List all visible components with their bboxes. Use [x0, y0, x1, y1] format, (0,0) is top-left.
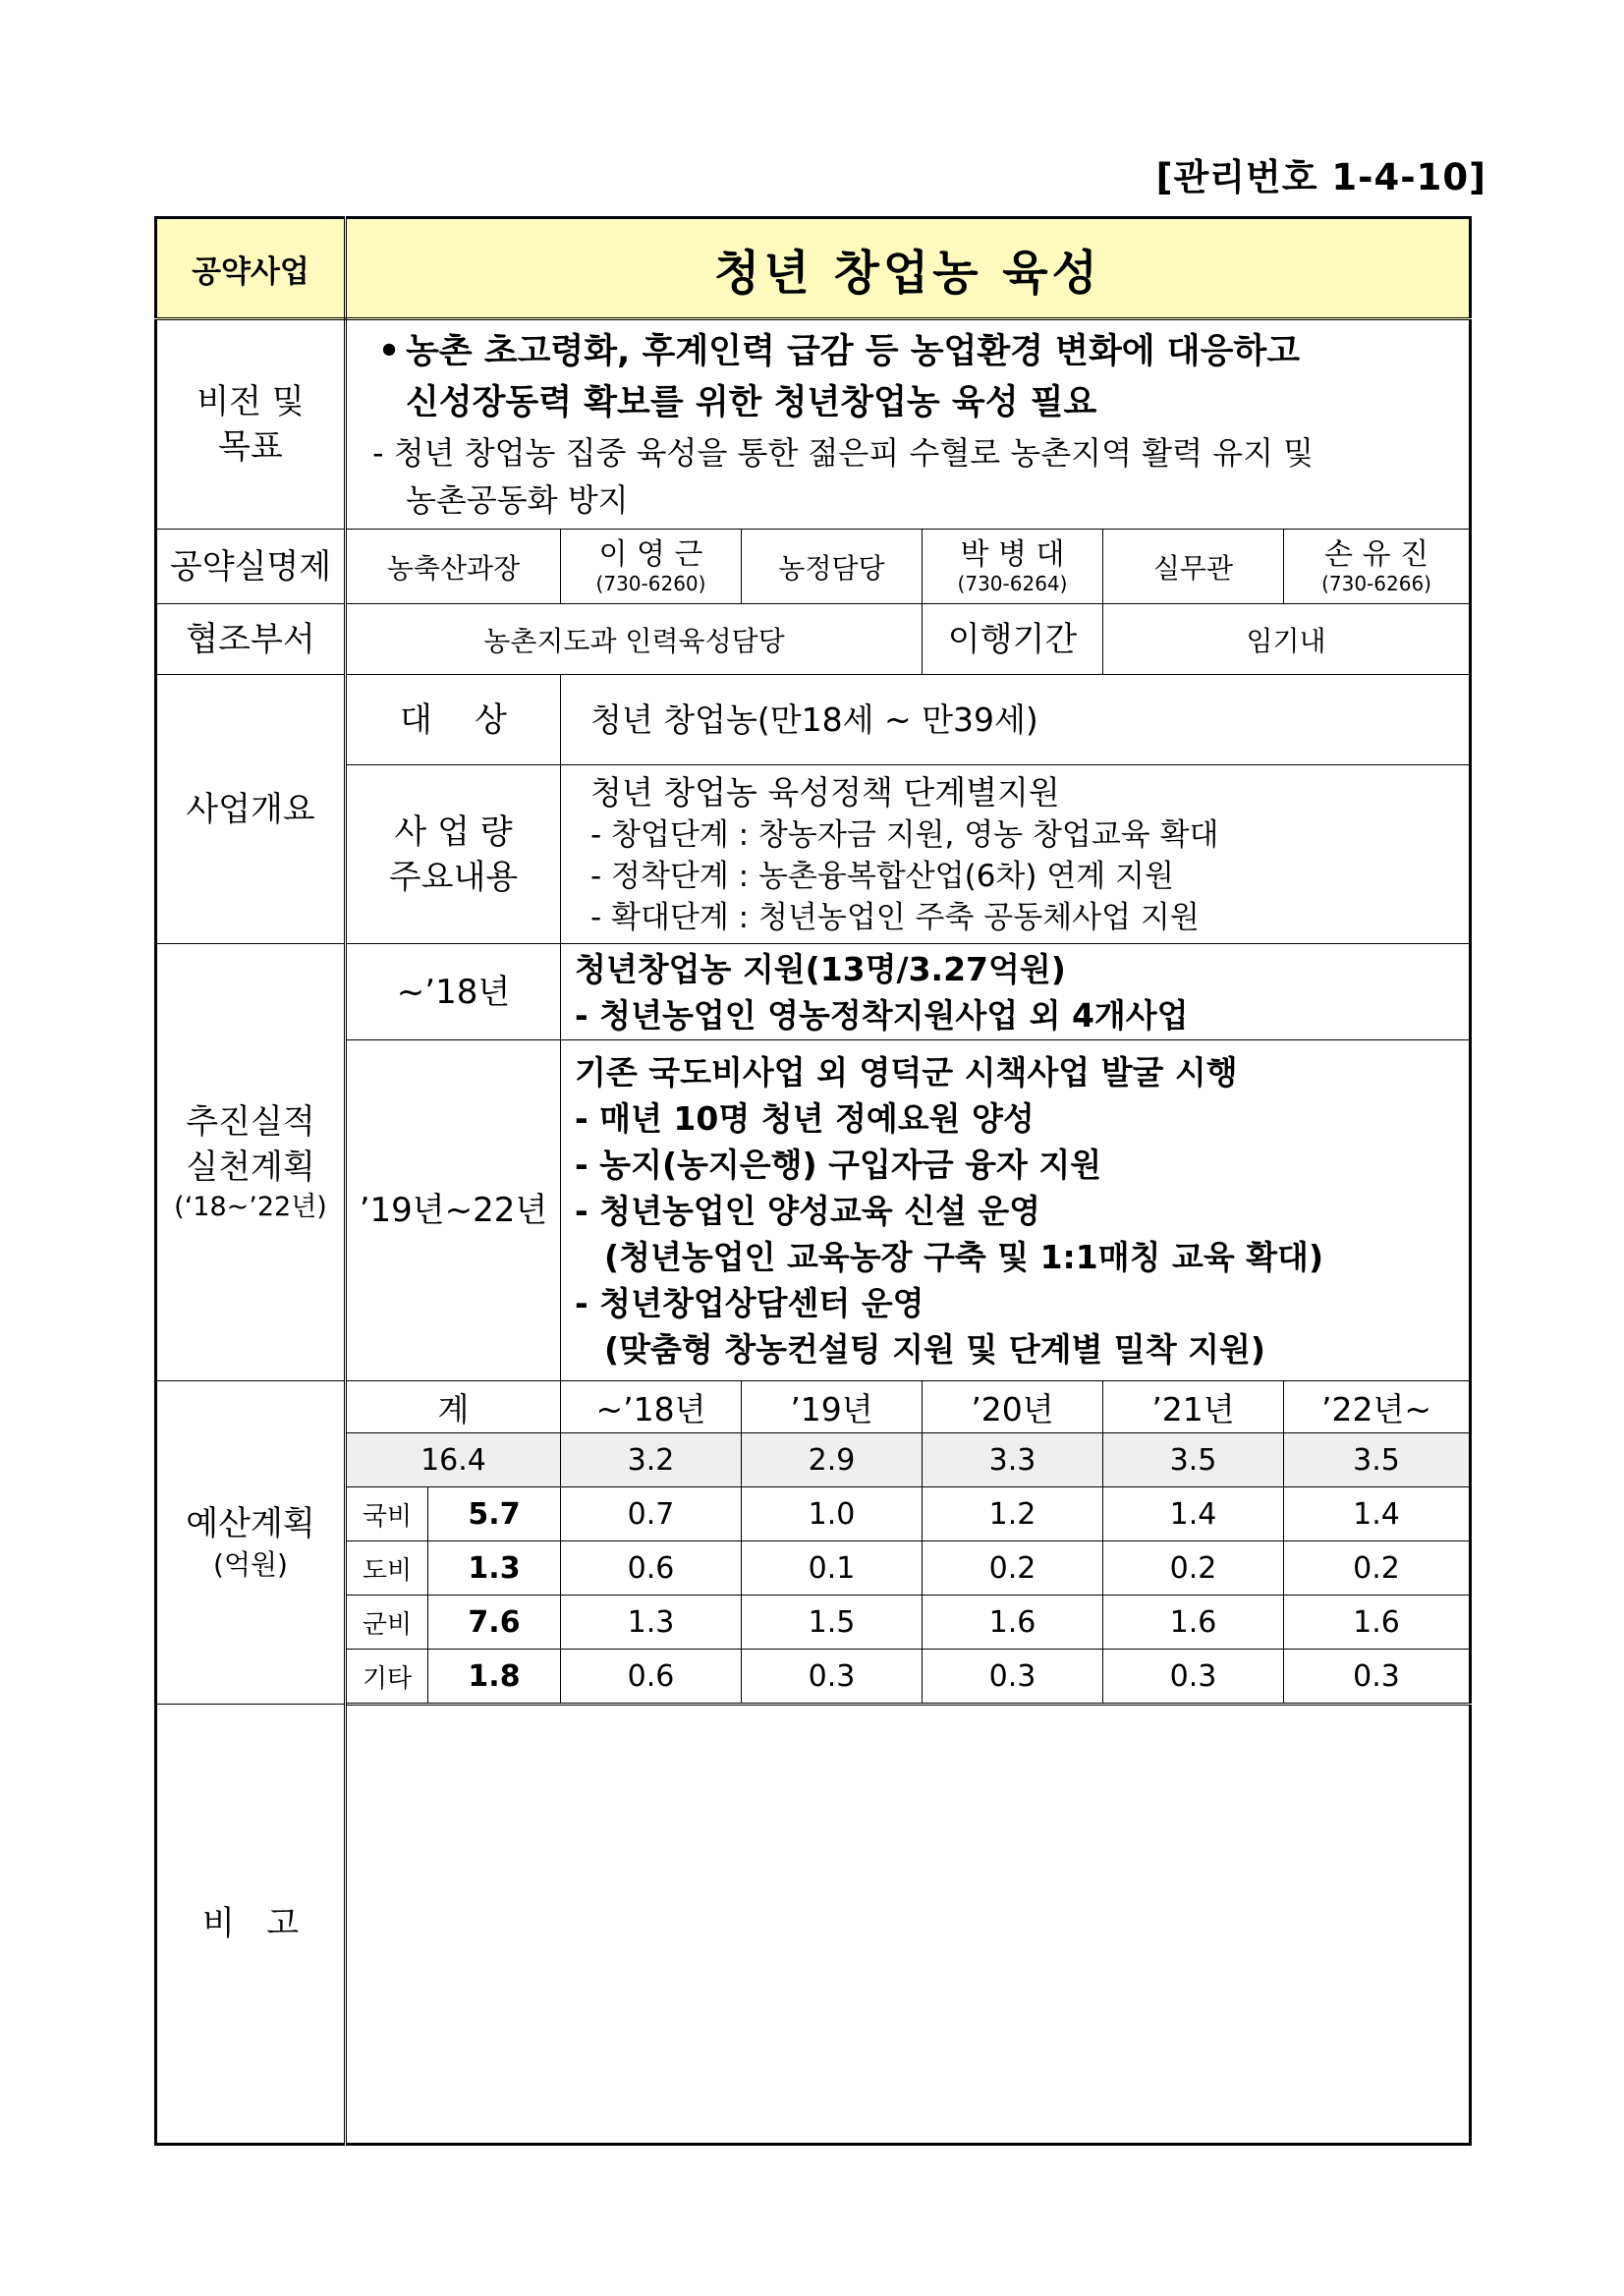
period-2-content: 기존 국도비사업 외 영덕군 시책사업 발굴 시행 - 매년 10명 청년 정예요원 양성 - 농지(농지은행) 구입자금 융자 지원 - 청년농업인 양성교육 신설 운영 (청년농업인 교육농장 구축 및 1:1매칭 교육 확대) - 청년창업상담센터 운영 (맞춤형 창농컨설팅 지원 및 단계별 밀착 지원): [561, 1040, 1471, 1381]
period-1-label: ~’18년: [346, 944, 561, 1040]
budget-cell: 1.4: [1103, 1487, 1284, 1541]
budget-cell: 0.2: [923, 1541, 1103, 1596]
pledge-label: 공약사업: [156, 218, 346, 319]
content-item: - 정착단계 : 농촌융복합산업(6차) 연계 지원: [590, 858, 1174, 894]
budget-cell: 1.4: [1284, 1487, 1471, 1541]
budget-cell: 0.1: [742, 1541, 923, 1596]
budget-total-cell: 3.3: [923, 1433, 1103, 1487]
budget-label: 예산계획 (억원): [156, 1381, 346, 1705]
vision-dash-line-2: 농촌공동화 방지: [406, 481, 629, 519]
overview-label: 사업개요: [156, 675, 346, 944]
budget-source-sum: 1.8: [428, 1650, 561, 1705]
target-label: 대 상: [346, 675, 561, 765]
budget-header: ’22년~: [1284, 1381, 1471, 1433]
budget-header: ’21년: [1103, 1381, 1284, 1433]
officials-role-2: 농정담당: [742, 530, 923, 604]
budget-total-cell: 2.9: [742, 1433, 923, 1487]
budget-row: [156, 1541, 1471, 1596]
pledge-title: 청년 창업농 육성: [346, 218, 1471, 319]
budget-source: 도비: [346, 1541, 428, 1596]
budget-cell: 1.0: [742, 1487, 923, 1541]
target-value: 청년 창업농(만18세 ~ 만39세): [561, 675, 1471, 765]
budget-source-sum: 5.7: [428, 1487, 561, 1541]
content-body: [561, 765, 1471, 944]
budget-source-sum: 7.6: [428, 1596, 561, 1650]
budget-source: 국비: [346, 1487, 428, 1541]
progress-label: 추진실적 실천계획 (‘18~’22년): [156, 944, 346, 1381]
management-number: [관리번호 1-4-10]: [1155, 156, 1486, 198]
period-label: 이행기간: [923, 604, 1103, 675]
content-item: - 확대단계 : 청년농업인 주축 공동체사업 지원: [590, 899, 1200, 935]
budget-row: [156, 1596, 1471, 1650]
budget-header: ~’18년: [561, 1381, 742, 1433]
budget-cell: 1.6: [1103, 1596, 1284, 1650]
vision-dash-line-1: - 청년 창업농 집중 육성을 통한 젊은피 수혈로 농촌지역 활력 유지 및: [372, 434, 1315, 472]
budget-source: 군비: [346, 1596, 428, 1650]
budget-cell: 0.3: [742, 1650, 923, 1705]
vision-bullet-line-2: 신성장동력 확보를 위한 청년창업농 육성 필요: [406, 383, 1097, 422]
official-3: 손 유 진 (730-6266): [1284, 530, 1471, 604]
budget-source-sum: 1.3: [428, 1541, 561, 1596]
remarks-label: 비 고: [156, 1705, 346, 2145]
budget-cell: 0.3: [923, 1650, 1103, 1705]
vision-bullet-line-1: 농촌 초고령화, 후계인력 급감 등 농업환경 변화에 대응하고: [406, 332, 1301, 371]
budget-cell: 0.3: [1103, 1650, 1284, 1705]
content-item: - 창업단계 : 창농자금 지원, 영농 창업교육 확대: [590, 816, 1219, 853]
budget-cell: 1.3: [561, 1596, 742, 1650]
budget-cell: 0.2: [1103, 1541, 1284, 1596]
remarks-content: [346, 1705, 1471, 2145]
budget-total-cell: 16.4: [346, 1433, 561, 1487]
budget-cell: 0.2: [1284, 1541, 1471, 1596]
budget-cell: 0.6: [561, 1541, 742, 1596]
content-title: 청년 창업농 육성정책 단계별지원: [590, 772, 1060, 812]
coop-value: 농촌지도과 인력육성담당: [346, 604, 923, 675]
budget-total-cell: 3.2: [561, 1433, 742, 1487]
budget-cell: 0.7: [561, 1487, 742, 1541]
bullet-icon: •: [377, 332, 401, 371]
budget-total-cell: 3.5: [1284, 1433, 1471, 1487]
vision-label: 비전 및 목표: [156, 319, 346, 530]
officials-label: 공약실명제: [156, 530, 346, 604]
officials-dept: 농축산과장: [346, 530, 561, 604]
budget-cell: 0.3: [1284, 1650, 1471, 1705]
budget-header: ’19년: [742, 1381, 923, 1433]
budget-cell: 1.6: [923, 1596, 1103, 1650]
period-value: 임기내: [1103, 604, 1471, 675]
budget-cell: 1.5: [742, 1596, 923, 1650]
budget-total-cell: 3.5: [1103, 1433, 1284, 1487]
content-label: 사 업 량 주요내용: [346, 765, 561, 944]
budget-cell: 1.6: [1284, 1596, 1471, 1650]
budget-header: 계: [346, 1381, 561, 1433]
pledge-table: [154, 216, 1472, 2146]
budget-header: ’20년: [923, 1381, 1103, 1433]
period-1-content: 청년창업농 지원(13명/3.27억원) - 청년농업인 영농정착지원사업 외 4개사업: [561, 944, 1471, 1040]
budget-cell: 1.2: [923, 1487, 1103, 1541]
budget-source: 기타: [346, 1650, 428, 1705]
vision-content: [346, 319, 1471, 530]
budget-cell: 0.6: [561, 1650, 742, 1705]
officials-role-3: 실무관: [1103, 530, 1284, 604]
period-2-label: ’19년~22년: [346, 1040, 561, 1381]
budget-row: [156, 1487, 1471, 1541]
official-2: 박 병 대 (730-6264): [923, 530, 1103, 604]
official-1: 이 영 근 (730-6260): [561, 530, 742, 604]
coop-label: 협조부서: [156, 604, 346, 675]
budget-row: [156, 1650, 1471, 1705]
